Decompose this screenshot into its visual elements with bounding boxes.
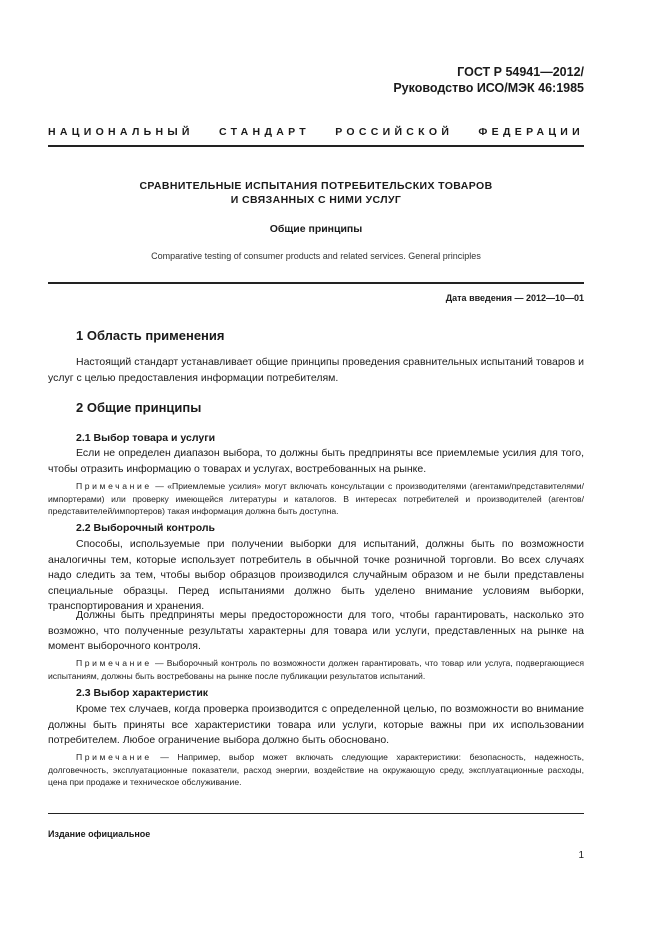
footer-rule	[48, 813, 584, 814]
subsection-2-3-paragraph: Кроме тех случаев, когда проверка производится с определенной целью, по возможности во внимание должны быть приняты все характеристики товара или услуги, которые важны при их использовании потребителем. Любое ограничение выбора должно быть обосновано.	[48, 703, 584, 746]
introduction-date: Дата введения — 2012—10—01	[445, 293, 584, 303]
document-page	[48, 0, 584, 936]
document-title-line2: И СВЯЗАННЫХ С НИМИ УСЛУГ	[230, 194, 402, 206]
note-2-1	[48, 480, 584, 518]
banner-word: РОССИЙСКОЙ	[335, 126, 454, 138]
note-text: — Выборочный контроль по возможности должен гарантировать, что товар или услуга, подвергающиеся испытаниям, должны быть востребованы на рынке после публикации результатов испытаний.	[48, 658, 584, 681]
banner-word: СТАНДАРТ	[219, 126, 310, 138]
document-title-line1: СРАВНИТЕЛЬНЫЕ ИСПЫТАНИЯ ПОТРЕБИТЕЛЬСКИХ ТОВАРОВ	[139, 180, 493, 192]
english-title: Comparative testing of consumer products and related services. General principles	[151, 251, 481, 261]
note-2-3	[48, 751, 584, 789]
section-1-heading: 1 Область применения	[76, 328, 225, 343]
note-label: Примечание	[76, 752, 152, 762]
banner-word: ФЕДЕРАЦИИ	[478, 126, 584, 138]
note-label: Примечание	[76, 481, 152, 491]
document-subtitle: Общие принципы	[269, 223, 363, 235]
section-2-heading: 2 Общие принципы	[76, 400, 202, 415]
note-2-2	[48, 657, 584, 682]
note-text: — «Приемлемые усилия» могут включать консультации с производителями (агентами/представителями/импортерами) или проверку имеющейся литературы и каталогов. В интересах потребителей и производителей (агентов/представителей/импортеров) такая информация должна быть доступна.	[48, 481, 584, 516]
standard-number: ГОСТ Р 54941—2012/	[457, 65, 584, 79]
title-rule	[48, 282, 584, 284]
subsection-2-3-heading: 2.3 Выбор характеристик	[76, 687, 209, 699]
subsection-2-2-paragraph-2: Должны быть предприняты меры предосторожности для того, чтобы гарантировать, насколько это возможно, что полученные результаты характерны для товара или услуги, представленных на рынке на момент выборочного контроля.	[48, 609, 584, 652]
subsection-2-2-heading: 2.2 Выборочный контроль	[76, 522, 216, 534]
subsection-2-1-heading: 2.1 Выбор товара и услуги	[76, 432, 216, 444]
standard-guide-ref: Руководство ИСО/МЭК 46:1985	[393, 81, 584, 95]
banner-word: НАЦИОНАЛЬНЫЙ	[48, 126, 194, 138]
page-number: 1	[578, 850, 584, 861]
note-text: — Например, выбор может включать следующие характеристики: безопасность, надежность, долговечность, эксплуатационные показатели, расход энергии, воздействие на окружающую среду, эксплуатационные расходы, цена при продаже и техническое обслуживание.	[48, 752, 584, 787]
national-standard-banner	[48, 126, 584, 138]
banner-rule	[48, 145, 584, 147]
note-label: Примечание	[76, 658, 152, 668]
official-edition-label: Издание официальное	[48, 829, 151, 839]
subsection-2-2-paragraph-1: Способы, используемые при получении выборки для испытаний, должны быть по возможности аналогичны тем, которые использует потребитель в обычной точке розничной торговли. Во всех случаях надо следить за тем, чтобы выбор образцов производился случайным образом и не были представлены специальные образцы. Перед испытаниями должно быть уделено внимание условиям выборки, транспортирования и хранения.	[48, 538, 584, 612]
subsection-2-1-paragraph: Если не определен диапазон выбора, то должны быть предприняты все приемлемые усилия для того, чтобы отразить информацию о товарах и услугах, востребованных на рынке.	[48, 447, 584, 475]
section-1-paragraph: Настоящий стандарт устанавливает общие принципы проведения сравнительных испытаний товаров и услуг с целью предоставления информации потребителям.	[48, 356, 584, 384]
